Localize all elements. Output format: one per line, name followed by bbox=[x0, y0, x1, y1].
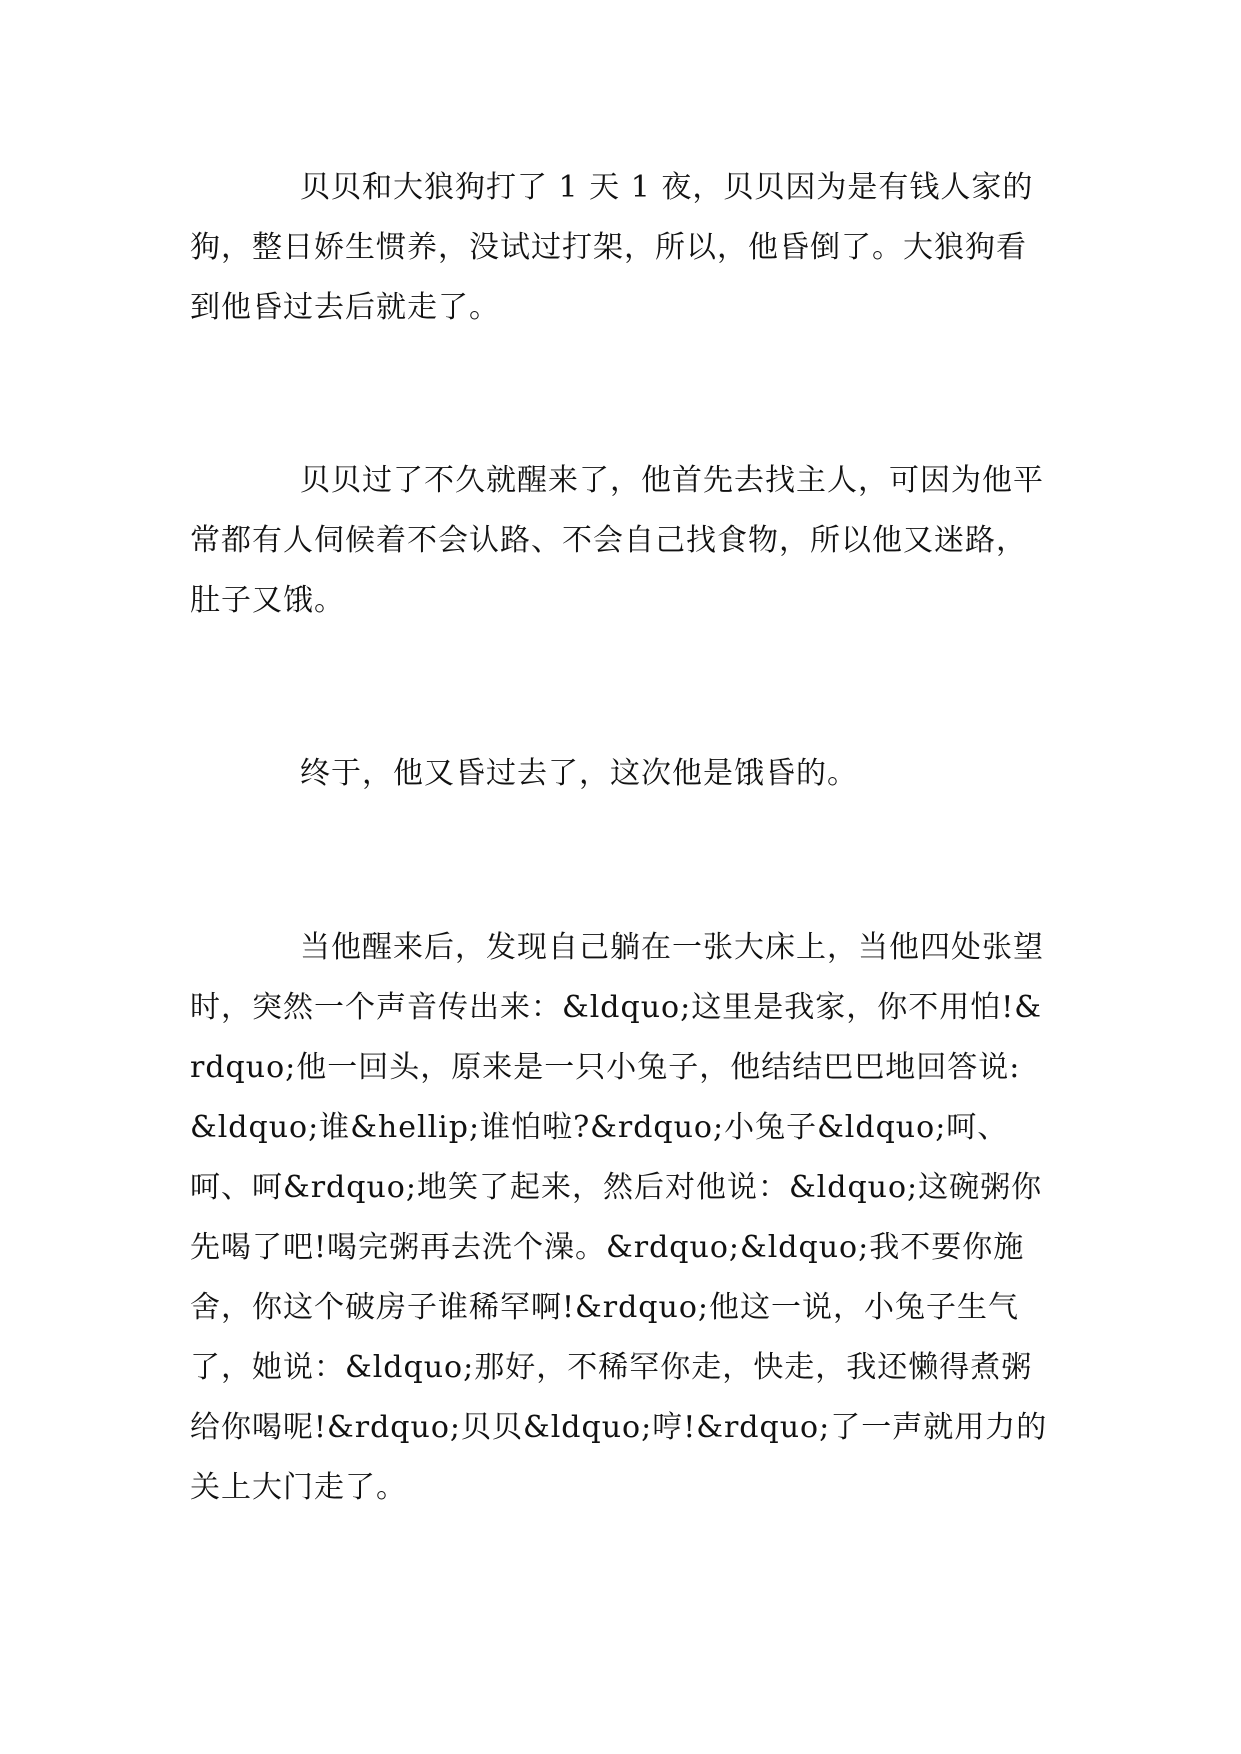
paragraph-1: 贝贝和大狼狗打了 1 天 1 夜，贝贝因为是有钱人家的狗，整日娇生惯养，没试过打架，所以，他昏倒了。大狼狗看到他昏过去后就走了。 bbox=[190, 170, 1034, 325]
paragraph-3: 终于，他又昏过去了，这次他是饿昏的。 bbox=[300, 756, 858, 791]
paragraph-4: 当他醒来后，发现自己躺在一张大床上，当他四处张望时，突然一个声音传出来：&ldquo;这里是我家，你不用怕!&rdquo;他一回头，原来是一只小兔子，他结结巴巴地回答说: &ldquo;谁&hellip;谁怕啦?&rdquo;小兔子&ldquo;呵、呵、呵&rdquo;地笑了起来，然后对他说：&ldquo;这碗粥你先喝了吧!喝完粥再去洗个澡。&rdquo;&ldquo;我不要你施舍，你这个破房子谁稀罕啊!&rdquo;他这一说，小兔子生气了，她说：&ldquo;那好，不稀罕你走，快走，我还懒得煮粥给你喝呢!&rdquo;贝贝&ldquo;哼!&rdquo;了一声就用力的关上大门走了。 bbox=[190, 930, 1048, 1505]
paragraph-2: 贝贝过了不久就醒来了，他首先去找主人，可因为他平常都有人伺候着不会认路、不会自己找食物，所以他又迷路，肚子又饿。 bbox=[190, 463, 1044, 618]
